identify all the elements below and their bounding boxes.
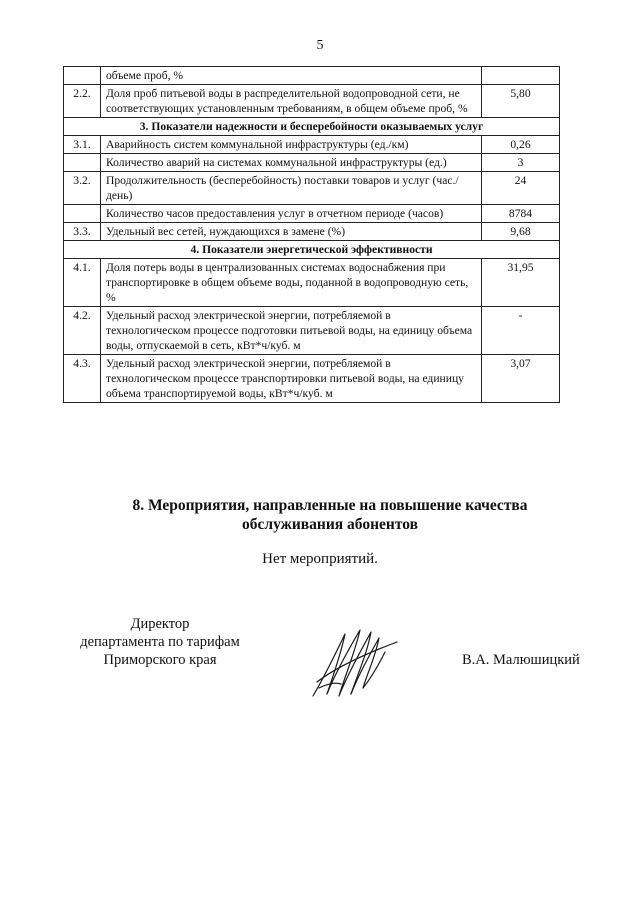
handwritten-signature bbox=[305, 624, 400, 704]
indicator-value: 3,07 bbox=[482, 355, 560, 403]
indicator-value bbox=[482, 67, 560, 85]
indicator-name: Удельный расход электрической энергии, потребляемой в технологическом процессе транспортировки питьевой воды, на единицу объема транспортируемой воды, кВт*ч/куб. м bbox=[101, 355, 482, 403]
row-number bbox=[64, 67, 101, 85]
signatory-name: В.А. Малюшицкий bbox=[462, 652, 580, 668]
table-row bbox=[64, 85, 560, 118]
signatory-title-line-3: Приморского края bbox=[103, 652, 217, 668]
indicator-value: 8784 bbox=[482, 205, 560, 223]
indicator-name: объеме проб, % bbox=[101, 67, 482, 85]
row-number: 3.1. bbox=[64, 136, 101, 154]
indicators-table-body bbox=[64, 67, 560, 403]
table-row bbox=[64, 172, 560, 205]
row-number: 4.2. bbox=[64, 307, 101, 355]
indicator-name: Количество часов предоставления услуг в отчетном периоде (часов) bbox=[101, 205, 482, 223]
table-row bbox=[64, 67, 560, 85]
section-8-title-line-2: обслуживания абонентов bbox=[242, 516, 418, 533]
signatory-title bbox=[55, 615, 265, 669]
table-row bbox=[64, 259, 560, 307]
indicator-value: 24 bbox=[482, 172, 560, 205]
table-row bbox=[64, 205, 560, 223]
indicator-value: 5,80 bbox=[482, 85, 560, 118]
table-row bbox=[64, 307, 560, 355]
section-8-title-line-1: 8. Мероприятия, направленные на повышение качества bbox=[132, 497, 528, 514]
indicator-name: Удельный расход электрической энергии, потребляемой в технологическом процессе подготовки питьевой воды, на единицу объема воды, отпускаемой в сеть, кВт*ч/куб. м bbox=[101, 307, 482, 355]
section-header-row bbox=[64, 241, 560, 259]
section-header: 3. Показатели надежности и бесперебойности оказываемых услуг bbox=[64, 118, 560, 136]
row-number bbox=[64, 154, 101, 172]
page-number: 5 bbox=[316, 38, 324, 53]
indicator-name: Доля проб питьевой воды в распределительной водопроводной сети, не соответствующих установленным требованиям, в общем объеме проб, % bbox=[101, 85, 482, 118]
indicators-table bbox=[63, 66, 560, 403]
row-number: 3.2. bbox=[64, 172, 101, 205]
signatory-title-line-2: департамента по тарифам bbox=[80, 634, 240, 650]
indicator-name: Продолжительность (бесперебойность) поставки товаров и услуг (час./день) bbox=[101, 172, 482, 205]
section-header: 4. Показатели энергетической эффективности bbox=[64, 241, 560, 259]
indicator-value: 31,95 bbox=[482, 259, 560, 307]
indicator-name: Количество аварий на системах коммунальной инфраструктуры (ед.) bbox=[101, 154, 482, 172]
section-header-row bbox=[64, 118, 560, 136]
table-row bbox=[64, 355, 560, 403]
signatory-title-line-1: Директор bbox=[130, 616, 190, 632]
indicator-value: - bbox=[482, 307, 560, 355]
indicator-name: Аварийность систем коммунальной инфраструктуры (ед./км) bbox=[101, 136, 482, 154]
table-row bbox=[64, 136, 560, 154]
row-number: 4.1. bbox=[64, 259, 101, 307]
section-8-body: Нет мероприятий. bbox=[262, 551, 378, 567]
table-row bbox=[64, 223, 560, 241]
indicator-value: 3 bbox=[482, 154, 560, 172]
indicator-value: 0,26 bbox=[482, 136, 560, 154]
row-number: 4.3. bbox=[64, 355, 101, 403]
row-number: 3.3. bbox=[64, 223, 101, 241]
section-8-title bbox=[90, 496, 570, 534]
indicator-name: Удельный вес сетей, нуждающихся в замене (%) bbox=[101, 223, 482, 241]
row-number bbox=[64, 205, 101, 223]
table-row bbox=[64, 154, 560, 172]
indicator-name: Доля потерь воды в централизованных системах водоснабжения при транспортировке в общем объеме воды, поданной в водопроводную сеть, % bbox=[101, 259, 482, 307]
indicator-value: 9,68 bbox=[482, 223, 560, 241]
row-number: 2.2. bbox=[64, 85, 101, 118]
